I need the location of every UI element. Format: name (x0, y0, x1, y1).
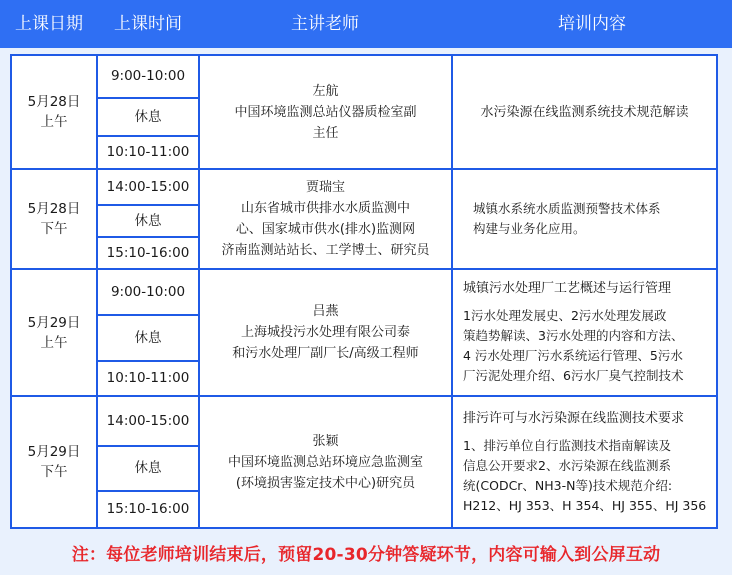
tutor-name: 贾瑞宝 (305, 180, 345, 195)
time-slot: 9:00-10:00 (98, 56, 198, 97)
date-cell (12, 56, 96, 168)
time-slot: 15:10-16:00 (98, 238, 198, 268)
content-cell (453, 170, 716, 268)
content-lead: 排污许可与水污染源在线监测技术要求 (463, 410, 685, 426)
time-slot: 14:00-15:00 (98, 170, 198, 204)
content-lead: 城镇污水处理厂工艺概述与运行管理 (463, 281, 672, 296)
content-cell (453, 56, 716, 168)
date-text: 5月28日 (27, 94, 81, 110)
content-line: 构建与业务化应用。 (473, 221, 586, 236)
header-time: 上课时间 (114, 14, 182, 34)
period-text: 上午 (40, 114, 68, 130)
header-date: 上课日期 (15, 14, 83, 34)
period-text: 下午 (40, 464, 68, 480)
content-line: 1污水处理发展史、2污水处理发展政 (463, 308, 667, 323)
content-cell (453, 397, 716, 527)
tutor-title-line: 上海城投污水处理有限公司泰 (240, 325, 410, 340)
content-line: 城镇水系统水质监测预警技术体系 (473, 201, 661, 216)
period-text: 上午 (40, 334, 68, 351)
content-line: 信息公开要求2、水污染源在线监测系 (463, 457, 671, 473)
tutor-name: 吕燕 (312, 304, 339, 319)
date-text: 5月28日 (27, 201, 81, 217)
header-content: 培训内容 (558, 14, 626, 34)
date-cell (12, 397, 96, 527)
tutor-cell (200, 170, 451, 268)
tutor-title-line: 和污水处理厂副厂长/高级工程师 (232, 346, 419, 361)
tutor-title-line: (环境损害鉴定技术中心)研究员 (235, 475, 416, 491)
header-tutor: 主讲老师 (291, 14, 359, 34)
date-text: 5月29日 (27, 444, 81, 460)
tutor-name: 张颖 (312, 433, 339, 449)
content-line: H212、HJ 353、H 354、HJ 355、HJ 356 (463, 497, 707, 513)
break-cell: 休息 (98, 206, 198, 236)
break-cell: 休息 (98, 99, 198, 135)
break-cell: 休息 (98, 447, 198, 490)
time-slot: 9:00-10:00 (98, 270, 198, 314)
tutor-title-line: 济南监测站站长、工学博士、研究员 (221, 243, 430, 258)
schedule-table (10, 54, 718, 529)
date-text: 5月29日 (27, 314, 81, 331)
date-cell (12, 170, 96, 268)
tutor-cell (200, 56, 451, 168)
tutor-title-line: 中国环境监测总站环境应急监测室 (227, 454, 423, 470)
tutor-title-line: 主任 (312, 125, 339, 141)
date-cell (12, 270, 96, 395)
content-line: 4 污水处理厂污水系统运行管理、5污水 (463, 348, 683, 363)
content-line: 统(CODCr、NH3-N等)技术规范介绍: (463, 477, 673, 493)
break-cell: 休息 (98, 316, 198, 360)
time-slot: 10:10-11:00 (98, 362, 198, 395)
tutor-name: 左航 (312, 83, 339, 99)
tutor-title-line: 山东省城市供排水水质监测中 (240, 201, 410, 216)
content-line: 水污染源在线监测系统技术规范解读 (480, 104, 689, 120)
table-header (0, 0, 732, 48)
content-cell (453, 270, 716, 395)
time-slot: 10:10-11:00 (98, 137, 198, 168)
tutor-cell (200, 397, 451, 527)
time-slot: 15:10-16:00 (98, 492, 198, 527)
content-line: 厂污泥处理介绍、6污水厂臭气控制技术 (463, 368, 684, 383)
content-line: 策趋势解读、3污水处理的内容和方法、 (463, 328, 684, 343)
footer-note: 注：每位老师培训结束后，预留20-30分钟答疑环节，内容可输入到公屏互动 (71, 545, 661, 565)
tutor-title-line: 心、国家城市供水(排水)监测网 (235, 222, 416, 237)
tutor-title-line: 中国环境监测总站仪器质检室副 (234, 104, 417, 120)
tutor-cell (200, 270, 451, 395)
time-slot: 14:00-15:00 (98, 397, 198, 445)
content-line: 1、排污单位自行监测技术指南解读及 (463, 437, 671, 453)
period-text: 下午 (40, 221, 68, 237)
